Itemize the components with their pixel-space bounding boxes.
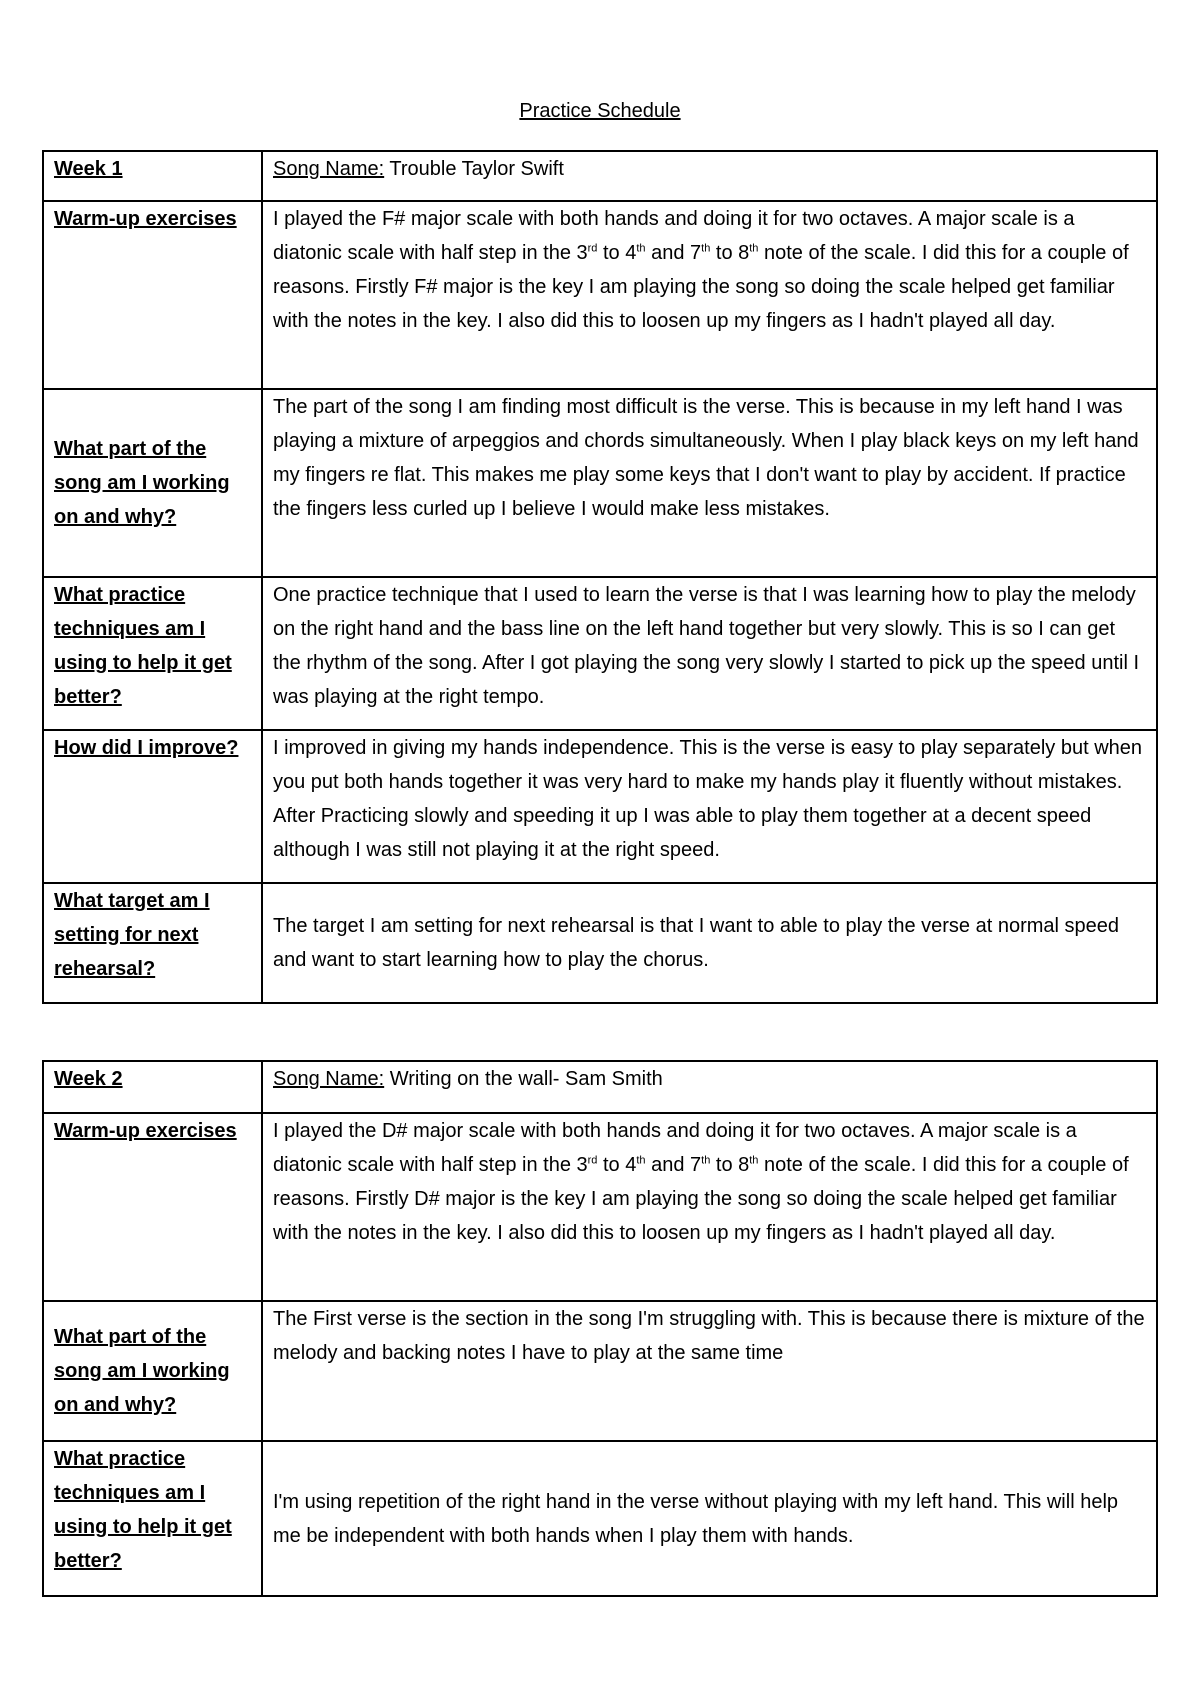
row-label: Warm-up exercises — [43, 1113, 262, 1301]
table-row — [43, 577, 1157, 730]
table-row — [43, 883, 1157, 1003]
week-1-table — [42, 150, 1158, 1004]
table-row — [43, 730, 1157, 883]
row-content: I'm using repetition of the right hand in the verse without playing with my left hand. This will help me be independent with both hands when I play them with hands. — [262, 1441, 1157, 1596]
row-content: The target I am setting for next rehearsal is that I want to able to play the verse at normal speed and want to start learning how to play the chorus. — [262, 883, 1157, 1003]
row-label: What practice techniques am I using to help it get better? — [43, 577, 262, 730]
row-label: What part of the song am I working on and why? — [43, 389, 262, 577]
song-name-value: Writing on the wall- Sam Smith — [389, 1068, 663, 1090]
week-label: Week 2 — [43, 1061, 262, 1113]
row-content: I played the D# major scale with both hands and doing it for two octaves. A major scale is a diatonic scale with half step in the 3rd to 4th and 7th to 8th note of the scale. I did this for a couple of reasons. Firstly D# major is the key I am playing the song so doing the scale helped get familiar with the notes in the key. I also did this to loosen up my fingers as I hadn't played all day. — [262, 1113, 1157, 1301]
table-row — [43, 1113, 1157, 1301]
table-row — [43, 201, 1157, 389]
row-content: The part of the song I am finding most difficult is the verse. This is because in my left hand I was playing a mixture of arpeggios and chords simultaneously. When I play black keys on my left hand my fingers re flat. This makes me play some keys that I don't want to play by accident. If practice the fingers less curled up I believe I would make less mistakes. — [262, 389, 1157, 577]
week-2-table — [42, 1060, 1158, 1597]
song-name-cell — [262, 151, 1157, 201]
song-name-value: Trouble Taylor Swift — [389, 158, 564, 180]
page-title: Practice Schedule — [519, 100, 681, 122]
table-row — [43, 151, 1157, 201]
row-content: The First verse is the section in the song I'm struggling with. This is because there is mixture of the melody and backing notes I have to play at the same time — [262, 1301, 1157, 1441]
row-label: How did I improve? — [43, 730, 262, 883]
song-name-label: Song Name: — [273, 1068, 385, 1090]
table-row — [43, 389, 1157, 577]
table-row — [43, 1301, 1157, 1441]
song-name-cell — [262, 1061, 1157, 1113]
row-label: What practice techniques am I using to help it get better? — [43, 1441, 262, 1596]
row-label: Warm-up exercises — [43, 201, 262, 389]
row-label: What target am I setting for next rehearsal? — [43, 883, 262, 1003]
row-content: One practice technique that I used to learn the verse is that I was learning how to play the melody on the right hand and the bass line on the left hand together but very slowly. This is so I can get the rhythm of the song. After I got playing the song very slowly I started to pick up the speed until I was playing at the right tempo. — [262, 577, 1157, 730]
table-row — [43, 1061, 1157, 1113]
row-content: I played the F# major scale with both hands and doing it for two octaves. A major scale is a diatonic scale with half step in the 3rd to 4th and 7th to 8th note of the scale. I did this for a couple of reasons. Firstly F# major is the key I am playing the song so doing the scale helped get familiar with the notes in the key. I also did this to loosen up my fingers as I hadn't played all day. — [262, 201, 1157, 389]
row-content: I improved in giving my hands independence. This is the verse is easy to play separately but when you put both hands together it was very hard to make my hands play it fluently without mistakes. After Practicing slowly and speeding it up I was able to play them together at a decent speed although I was still not playing it at the right speed. — [262, 730, 1157, 883]
song-name-label: Song Name: — [273, 158, 385, 180]
table-row — [43, 1441, 1157, 1596]
week-label: Week 1 — [43, 151, 262, 201]
row-label: What part of the song am I working on and why? — [43, 1301, 262, 1441]
